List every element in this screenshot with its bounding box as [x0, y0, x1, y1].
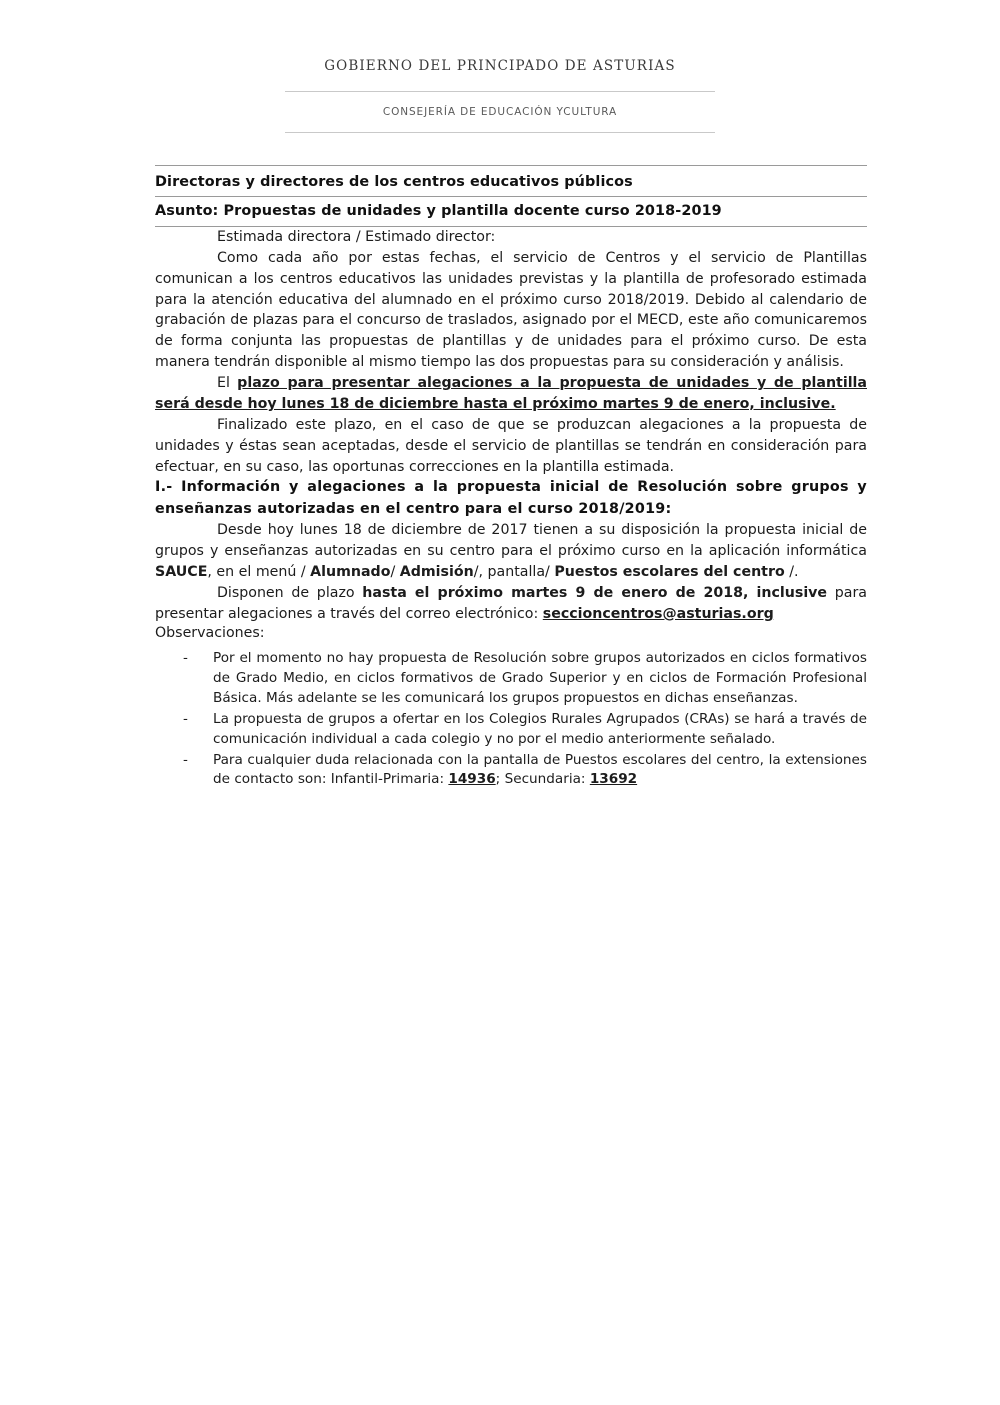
- bullet-dash-icon: -: [183, 649, 188, 666]
- letterhead-divider-top: [0, 91, 1000, 92]
- list-item: [155, 649, 867, 709]
- list-item: [155, 710, 867, 750]
- recipient-block: [155, 165, 867, 227]
- letterhead-divider-bottom: [0, 132, 1000, 133]
- observation-text: La propuesta de grupos a ofertar en los Colegios Rurales Agrupados (CRAs) se hará a través de comunicación individual a cada colegio y no por el medio anteriormente señalado.: [213, 710, 867, 747]
- contact-email-link[interactable]: seccioncentros@asturias.org: [542, 605, 774, 622]
- deadline-prefix: El: [217, 375, 238, 392]
- paragraph-deadline: [155, 373, 867, 415]
- bullet-dash-icon: -: [183, 751, 188, 768]
- screen-puestos-escolares: Puestos escolares del centro: [554, 564, 785, 581]
- paragraph-intro: Como cada año por estas fechas, el servicio de Centros y el servicio de Plantillas comunican a los centros educativos las unidades previstas y la plantilla de profesorado estimada para la atención educativa del alumnado en el próximo curso 2018/2019. Debido al calendario de grabación de plazas para el concurso de traslados, asignado por el MECD, este año comunicaremos de forma conjunta las propuestas de plantillas y de unidades para el próximo curso. De esta manera tendrán disponible al mismo tiempo las dos propuestas para su consideración y análisis.: [155, 249, 867, 371]
- bullet-dash-icon: -: [183, 710, 188, 727]
- government-title: GOBIERNO DEL PRINCIPADO DE ASTURIAS: [324, 58, 676, 74]
- s1p2-text-a: Disponen de plazo: [217, 584, 363, 601]
- paragraph-after-deadline: Finalizado este plazo, en el caso de que se produzcan alegaciones a la propuesta de unidades y éstas sean aceptadas, desde el servicio de plantillas se tendrán en consideración para efectuar, en su caso, las oportunas correcciones en la plantilla estimada.: [155, 416, 867, 475]
- letterhead: [0, 0, 1000, 133]
- extension-infantil-primaria: 14936: [448, 771, 496, 788]
- s1p1-text-b: , en el menú /: [207, 564, 311, 581]
- section-1-paragraph-1: [155, 520, 867, 583]
- s1p2-text-b: para presentar alegaciones a través del correo electrónico:: [155, 584, 867, 622]
- list-item: [155, 751, 867, 791]
- allegation-deadline: hasta el próximo martes 9 de enero de 2018, inclusive: [362, 584, 828, 601]
- addressee-line: Directoras y directores de los centros educativos públicos: [155, 174, 633, 190]
- app-name-sauce: SAUCE: [155, 564, 208, 581]
- observations-label: Observaciones:: [155, 624, 265, 641]
- s1p1-text-d: /, pantalla/: [473, 564, 555, 581]
- s1p1-text-c: /: [390, 564, 400, 581]
- subject-line: Asunto: Propuestas de unidades y plantilla docente curso 2018-2019: [155, 203, 722, 220]
- observation-3-text-a: Para cualquier duda relacionada con la pantalla de Puestos escolares del centro, la extensiones de contacto son: Infantil-Primaria:: [213, 751, 867, 788]
- observations-list: [155, 649, 867, 791]
- menu-admision: Admisión: [399, 564, 474, 581]
- s1p1-text-e: /.: [784, 564, 799, 581]
- observation-text: Por el momento no hay propuesta de Resolución sobre grupos autorizados en ciclos formativos de Grado Medio, en ciclos formativos de Grado Superior y en ciclos de Formación Profesional Básica. Más adelante se les comunicará los grupos propuestos en dichas enseñanzas.: [213, 649, 867, 706]
- observation-3-text-b: ; Secundaria:: [495, 771, 590, 788]
- greeting: Estimada directora / Estimado director:: [217, 228, 496, 245]
- s1p1-text-a: Desde hoy lunes 18 de diciembre de 2017 tienen a su disposición la propuesta inicial de grupos y enseñanzas autorizadas en su centro para el próximo curso en la aplicación informática: [155, 522, 867, 560]
- deadline-emphasis: plazo para presentar alegaciones a la propuesta de unidades y de plantilla será desde hoy lunes 18 de diciembre hasta el próximo martes 9 de enero, inclusive.: [155, 375, 867, 412]
- observation-text: [213, 751, 867, 791]
- section-1-title: I.- Información y alegaciones a la propuesta inicial de Resolución sobre grupos y enseñanzas autorizadas en el centro para el curso 2018/2019:: [155, 479, 867, 517]
- section-1-paragraph-2: [155, 583, 867, 625]
- department-title: CONSEJERÍA DE EDUCACIÓN YCULTURA: [382, 106, 618, 118]
- menu-alumnado: Alumnado: [310, 564, 391, 581]
- document-body: [155, 165, 867, 791]
- extension-secundaria: 13692: [589, 771, 638, 788]
